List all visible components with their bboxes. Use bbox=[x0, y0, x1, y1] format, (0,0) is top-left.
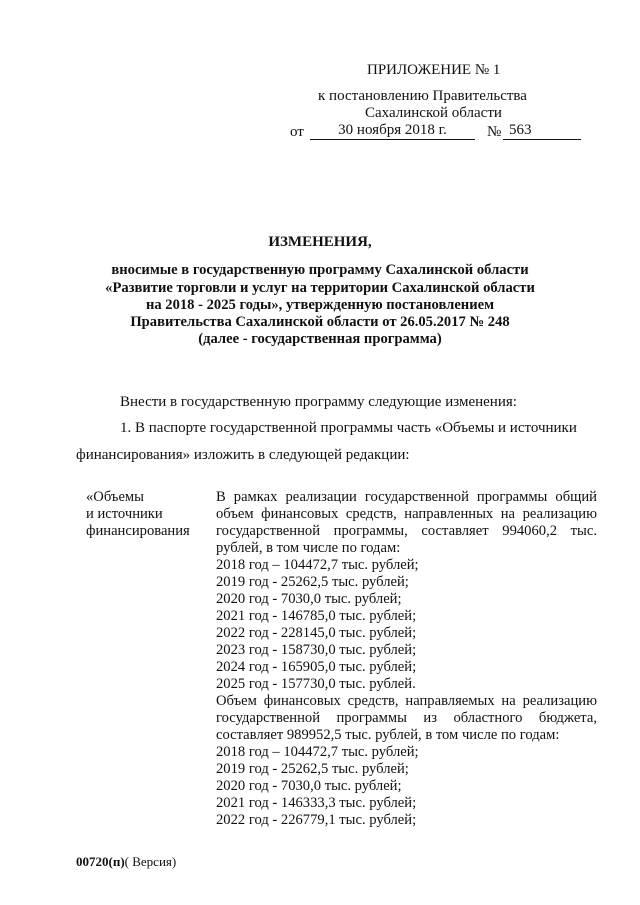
year-regional-2019: 2019 год - 25262,5 тыс. рублей; bbox=[216, 761, 409, 777]
para2-line-3: составляет 989952,5 тыс. рублей, в том числе по годам: bbox=[216, 727, 560, 743]
year-total-2023: 2023 год - 158730,0 тыс. рублей; bbox=[216, 642, 417, 658]
year-regional-2018: 2018 год – 104472,7 тыс. рублей; bbox=[216, 744, 419, 760]
intro-paragraph: Внести в государственную программу следующие изменения: bbox=[120, 394, 517, 410]
year-total-2018: 2018 год – 104472,7 тыс. рублей; bbox=[216, 557, 419, 573]
footer-code: 00720(п) bbox=[76, 854, 125, 869]
title-line-4: Правительства Сахалинской области от 26.05.2017 № 248 bbox=[130, 314, 510, 330]
document-heading: ИЗМЕНЕНИЯ, bbox=[268, 234, 372, 250]
header-from-label: от bbox=[290, 124, 304, 140]
header-line-1: к постановлению Правительства bbox=[318, 88, 527, 104]
section-label-3: финансирования bbox=[86, 523, 190, 539]
title-line-1: вносимые в государственную программу Сахалинской области bbox=[111, 262, 529, 278]
para1-line-3: государственной программы, составляет 994060,2 тыс. bbox=[216, 523, 597, 539]
section-label-1: «Объемы bbox=[86, 489, 144, 505]
year-total-2024: 2024 год - 165905,0 тыс. рублей; bbox=[216, 659, 417, 675]
para1-line-4: рублей, в том числе по годам: bbox=[216, 540, 401, 556]
footer-version bbox=[76, 854, 176, 870]
appendix-title: ПРИЛОЖЕНИЕ № 1 bbox=[367, 62, 501, 78]
header-line-2: Сахалинской области bbox=[365, 105, 502, 121]
year-total-2020: 2020 год - 7030,0 тыс. рублей; bbox=[216, 591, 402, 607]
title-line-2: «Развитие торговли и услуг на территории Сахалинской области bbox=[105, 280, 535, 296]
para1-line-2: объем финансовых средств, направленных на реализацию bbox=[216, 506, 597, 522]
header-number: 563 bbox=[503, 122, 581, 140]
para2-line-2: государственной программы из областного бюджета, bbox=[216, 710, 597, 726]
header-number-label: № bbox=[487, 124, 502, 140]
footer-version-label: ( Версия) bbox=[124, 854, 177, 869]
year-regional-2020: 2020 год - 7030,0 тыс. рублей; bbox=[216, 778, 402, 794]
year-total-2025: 2025 год - 157730,0 тыс. рублей. bbox=[216, 676, 416, 692]
year-total-2019: 2019 год - 25262,5 тыс. рублей; bbox=[216, 574, 409, 590]
para2-line-1: Объем финансовых средств, направляемых на реализацию bbox=[216, 693, 597, 709]
year-regional-2022: 2022 год - 226779,1 тыс. рублей; bbox=[216, 812, 417, 828]
item1-line-1: 1. В паспорте государственной программы часть «Объемы и источники bbox=[120, 420, 577, 436]
section-label-2: и источники bbox=[86, 506, 163, 522]
header-date: 30 ноября 2018 г. bbox=[310, 122, 475, 140]
year-regional-2021: 2021 год - 146333,3 тыс. рублей; bbox=[216, 795, 417, 811]
title-line-3: на 2018 - 2025 годы», утвержденную постановлением bbox=[145, 297, 495, 313]
item1-line-2: финансирования» изложить в следующей редакции: bbox=[76, 447, 410, 463]
year-total-2021: 2021 год - 146785,0 тыс. рублей; bbox=[216, 608, 417, 624]
para1-line-1: В рамках реализации государственной программы общий bbox=[216, 489, 597, 505]
title-line-5: (далее - государственная программа) bbox=[198, 331, 442, 347]
year-total-2022: 2022 год - 228145,0 тыс. рублей; bbox=[216, 625, 417, 641]
